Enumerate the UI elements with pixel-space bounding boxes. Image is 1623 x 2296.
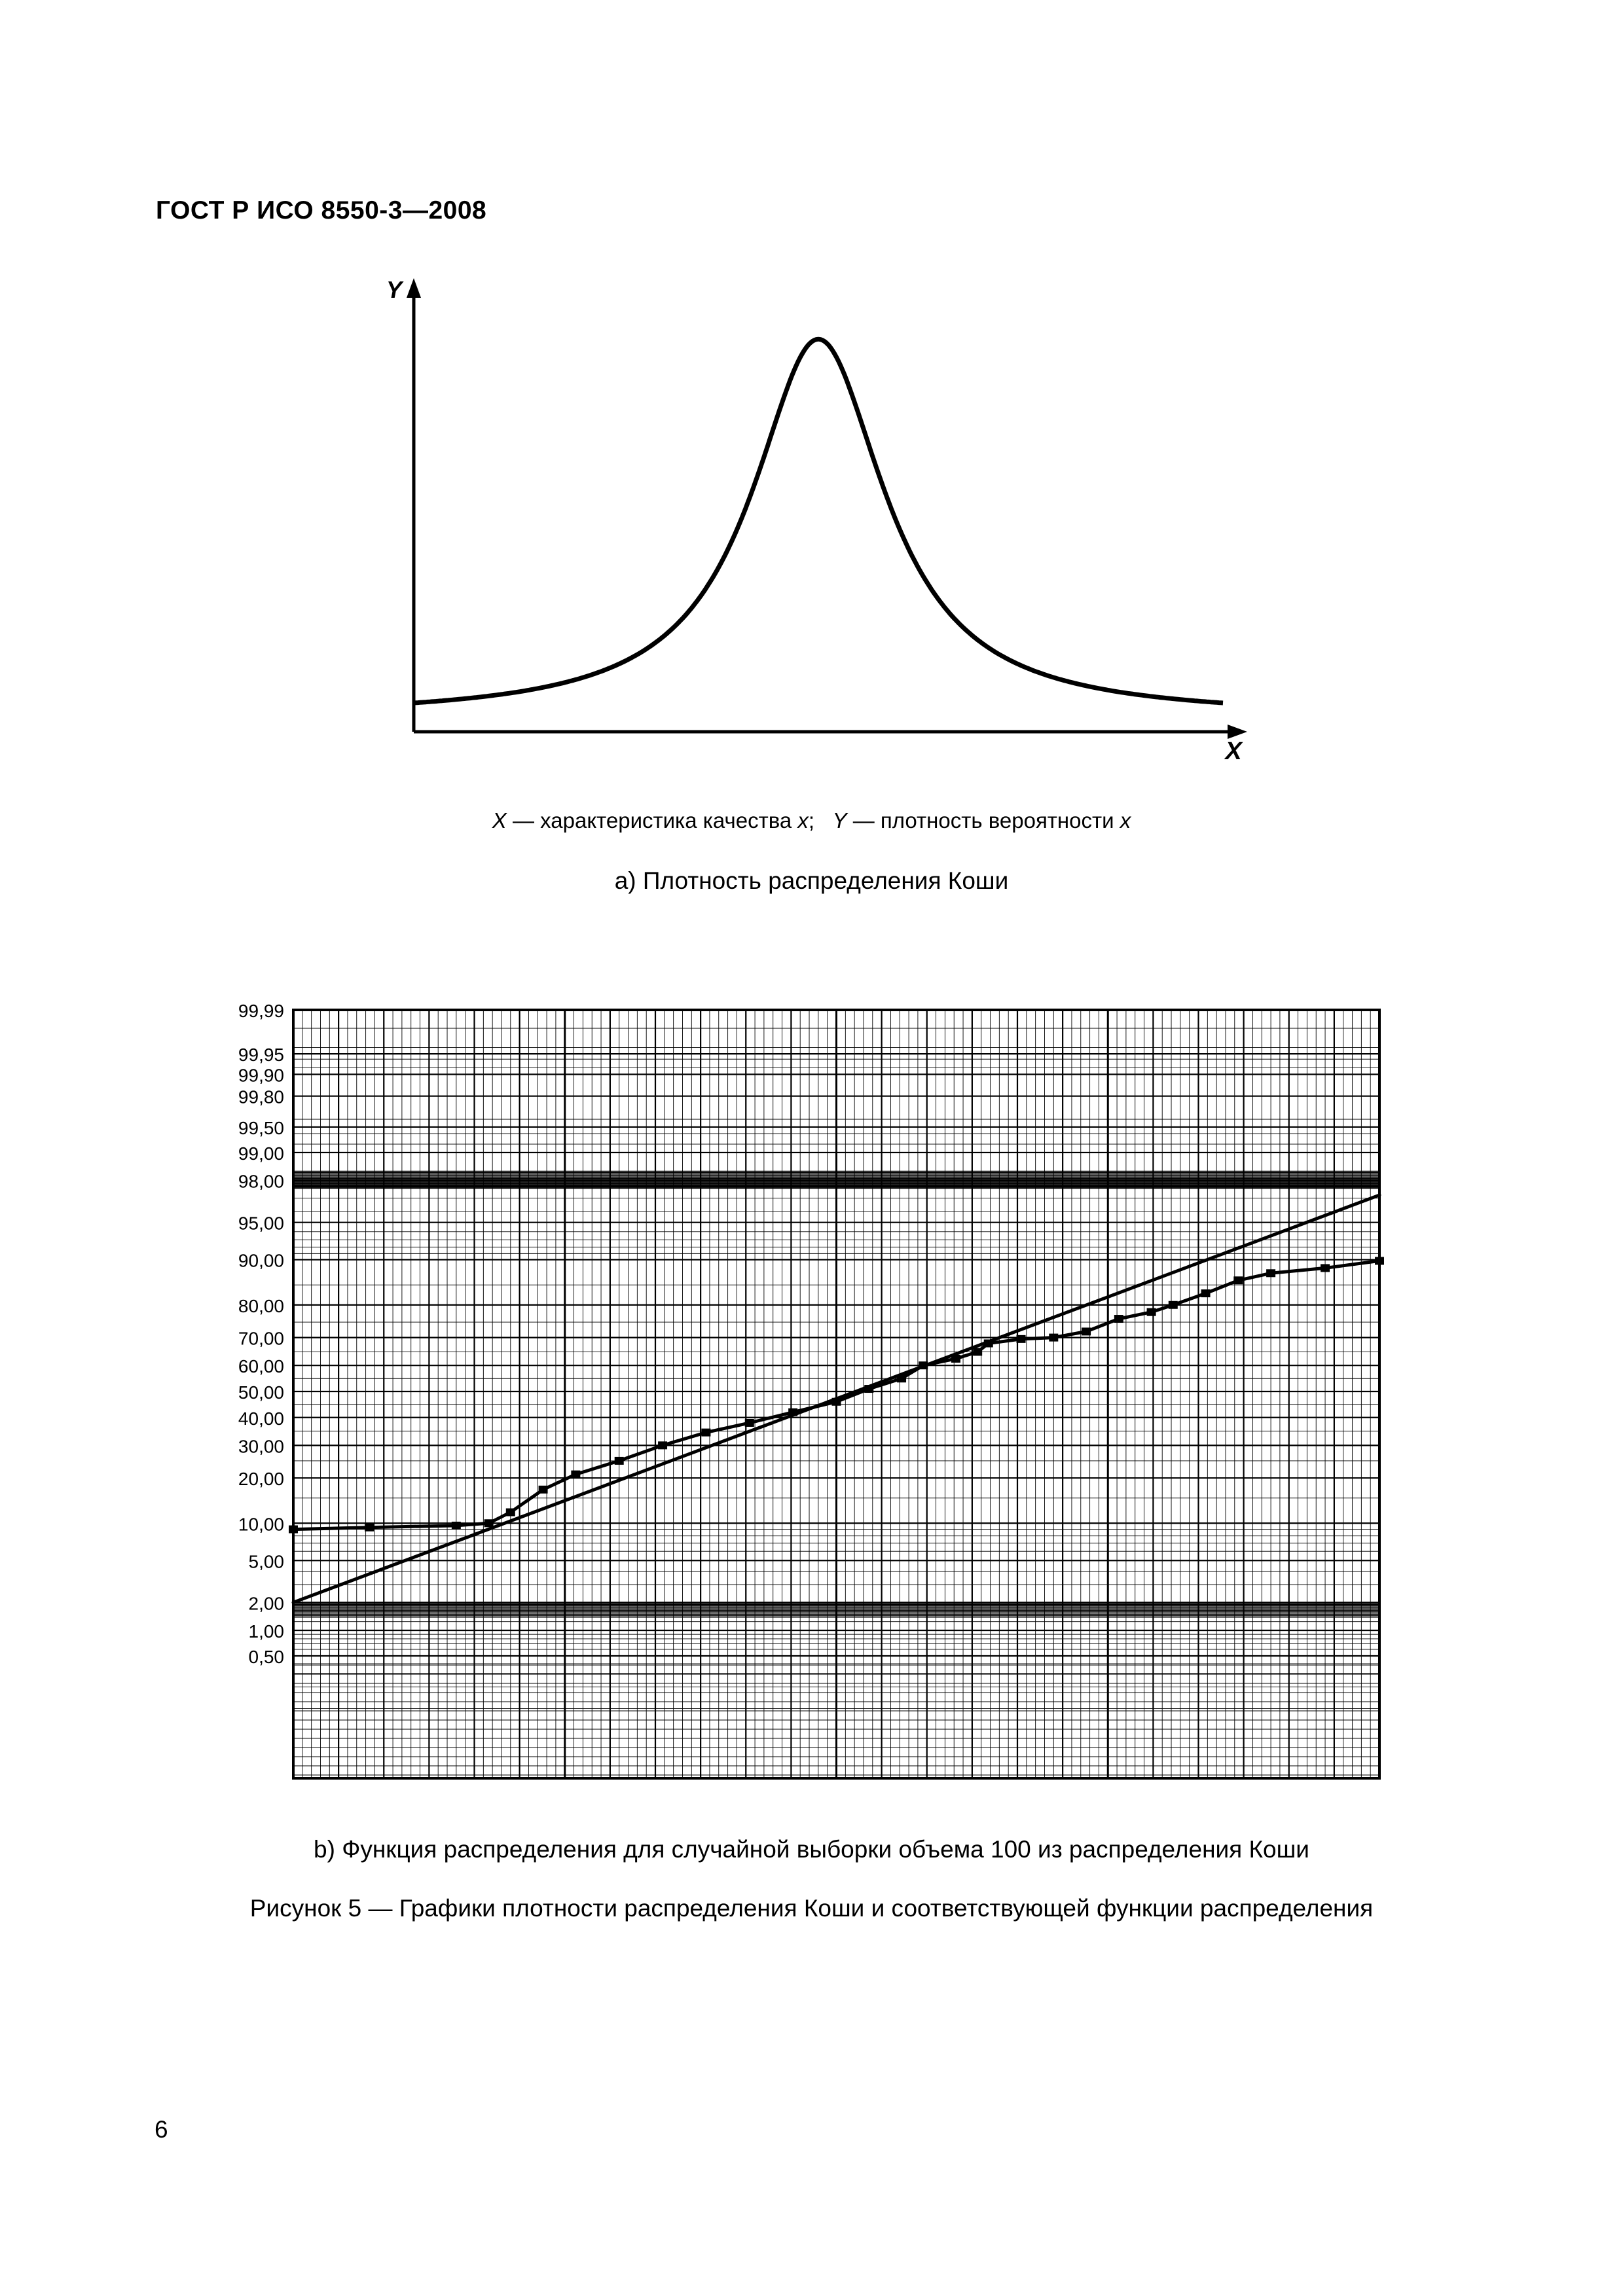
data-point (832, 1398, 841, 1406)
data-point (658, 1441, 667, 1449)
y-tick-label: 90,00 (238, 1250, 284, 1271)
y-tick-label: 99,95 (238, 1045, 284, 1066)
y-axis-arrow (407, 278, 421, 298)
data-point (1147, 1308, 1156, 1316)
data-point (1114, 1315, 1123, 1323)
data-point (1201, 1289, 1211, 1297)
data-point (984, 1340, 993, 1348)
chart-probability-plot (0, 982, 1623, 1806)
data-point (1169, 1301, 1178, 1309)
data-point (452, 1522, 461, 1530)
data-point (1321, 1264, 1330, 1272)
data-point (1266, 1269, 1275, 1277)
data-point (506, 1509, 515, 1516)
data-point (864, 1385, 873, 1393)
data-point (484, 1519, 494, 1527)
data-point (745, 1419, 754, 1427)
data-point (615, 1457, 624, 1465)
figure-b-caption: b) Функция распределения для случайной выборки объема 100 из распределения Коши (314, 1836, 1309, 1863)
data-point (951, 1355, 960, 1363)
y-tick-label: 2,00 (248, 1593, 284, 1614)
y-tick-label: 50,00 (238, 1382, 284, 1403)
legend-x-symbol: X (492, 808, 507, 833)
x-axis-arrow (1228, 725, 1247, 739)
page-number: 6 (155, 2116, 168, 2143)
y-tick-label: 95,00 (238, 1213, 284, 1234)
figure-a-caption: а) Плотность распределения Коши (614, 867, 1009, 894)
density-curve (414, 339, 1223, 703)
legend-y-symbol: Y (832, 808, 847, 833)
data-point (919, 1361, 928, 1369)
legend-separator: ; (808, 808, 833, 833)
y-tick-label: 99,90 (238, 1065, 284, 1086)
data-point (897, 1374, 906, 1382)
probability-grid (293, 1010, 1379, 1778)
data-point (1049, 1334, 1058, 1342)
y-tick-label: 5,00 (248, 1551, 284, 1572)
y-tick-label: 99,50 (238, 1117, 284, 1138)
legend-y-variable: x (1120, 808, 1131, 833)
y-tick-label: 1,00 (248, 1621, 284, 1641)
data-point (1082, 1327, 1091, 1335)
y-axis-label: Y (386, 276, 403, 303)
y-tick-label: 20,00 (238, 1469, 284, 1490)
y-tick-label: 70,00 (238, 1328, 284, 1349)
figure-title: Рисунок 5 — Графики плотности распределения Коши и соответствующей функции распределения (249, 1895, 1374, 1922)
data-point (571, 1471, 580, 1479)
y-tick-label: 0,50 (248, 1647, 284, 1667)
y-tick-label: 60,00 (238, 1356, 284, 1377)
y-tick-label: 40,00 (238, 1408, 284, 1429)
chart-cauchy-density (0, 0, 1623, 798)
data-point (701, 1429, 710, 1437)
data-point (788, 1408, 797, 1416)
data-point (289, 1526, 298, 1534)
y-tick-label: 99,00 (238, 1143, 284, 1164)
data-point (365, 1524, 374, 1532)
y-tick-labels (238, 1001, 284, 1667)
legend-y-text: — плотность вероятности (847, 808, 1120, 833)
legend-x-variable: x (797, 808, 809, 833)
data-point (1017, 1335, 1026, 1343)
figure-a-legend (0, 808, 1623, 833)
document-header: ГОСТ Р ИСО 8550-3—2008 (156, 196, 487, 224)
y-tick-label: 98,00 (238, 1171, 284, 1192)
data-point (539, 1486, 548, 1494)
y-tick-label: 30,00 (238, 1436, 284, 1457)
data-point (1375, 1257, 1384, 1265)
y-tick-label: 10,00 (238, 1514, 284, 1535)
y-tick-label: 80,00 (238, 1295, 284, 1316)
y-tick-label: 99,99 (238, 1001, 284, 1021)
data-point (1233, 1276, 1243, 1284)
x-axis-label: X (1225, 738, 1242, 765)
legend-x-text: — характеристика качества (506, 808, 798, 833)
data-point (973, 1348, 982, 1355)
y-tick-label: 99,80 (238, 1086, 284, 1107)
